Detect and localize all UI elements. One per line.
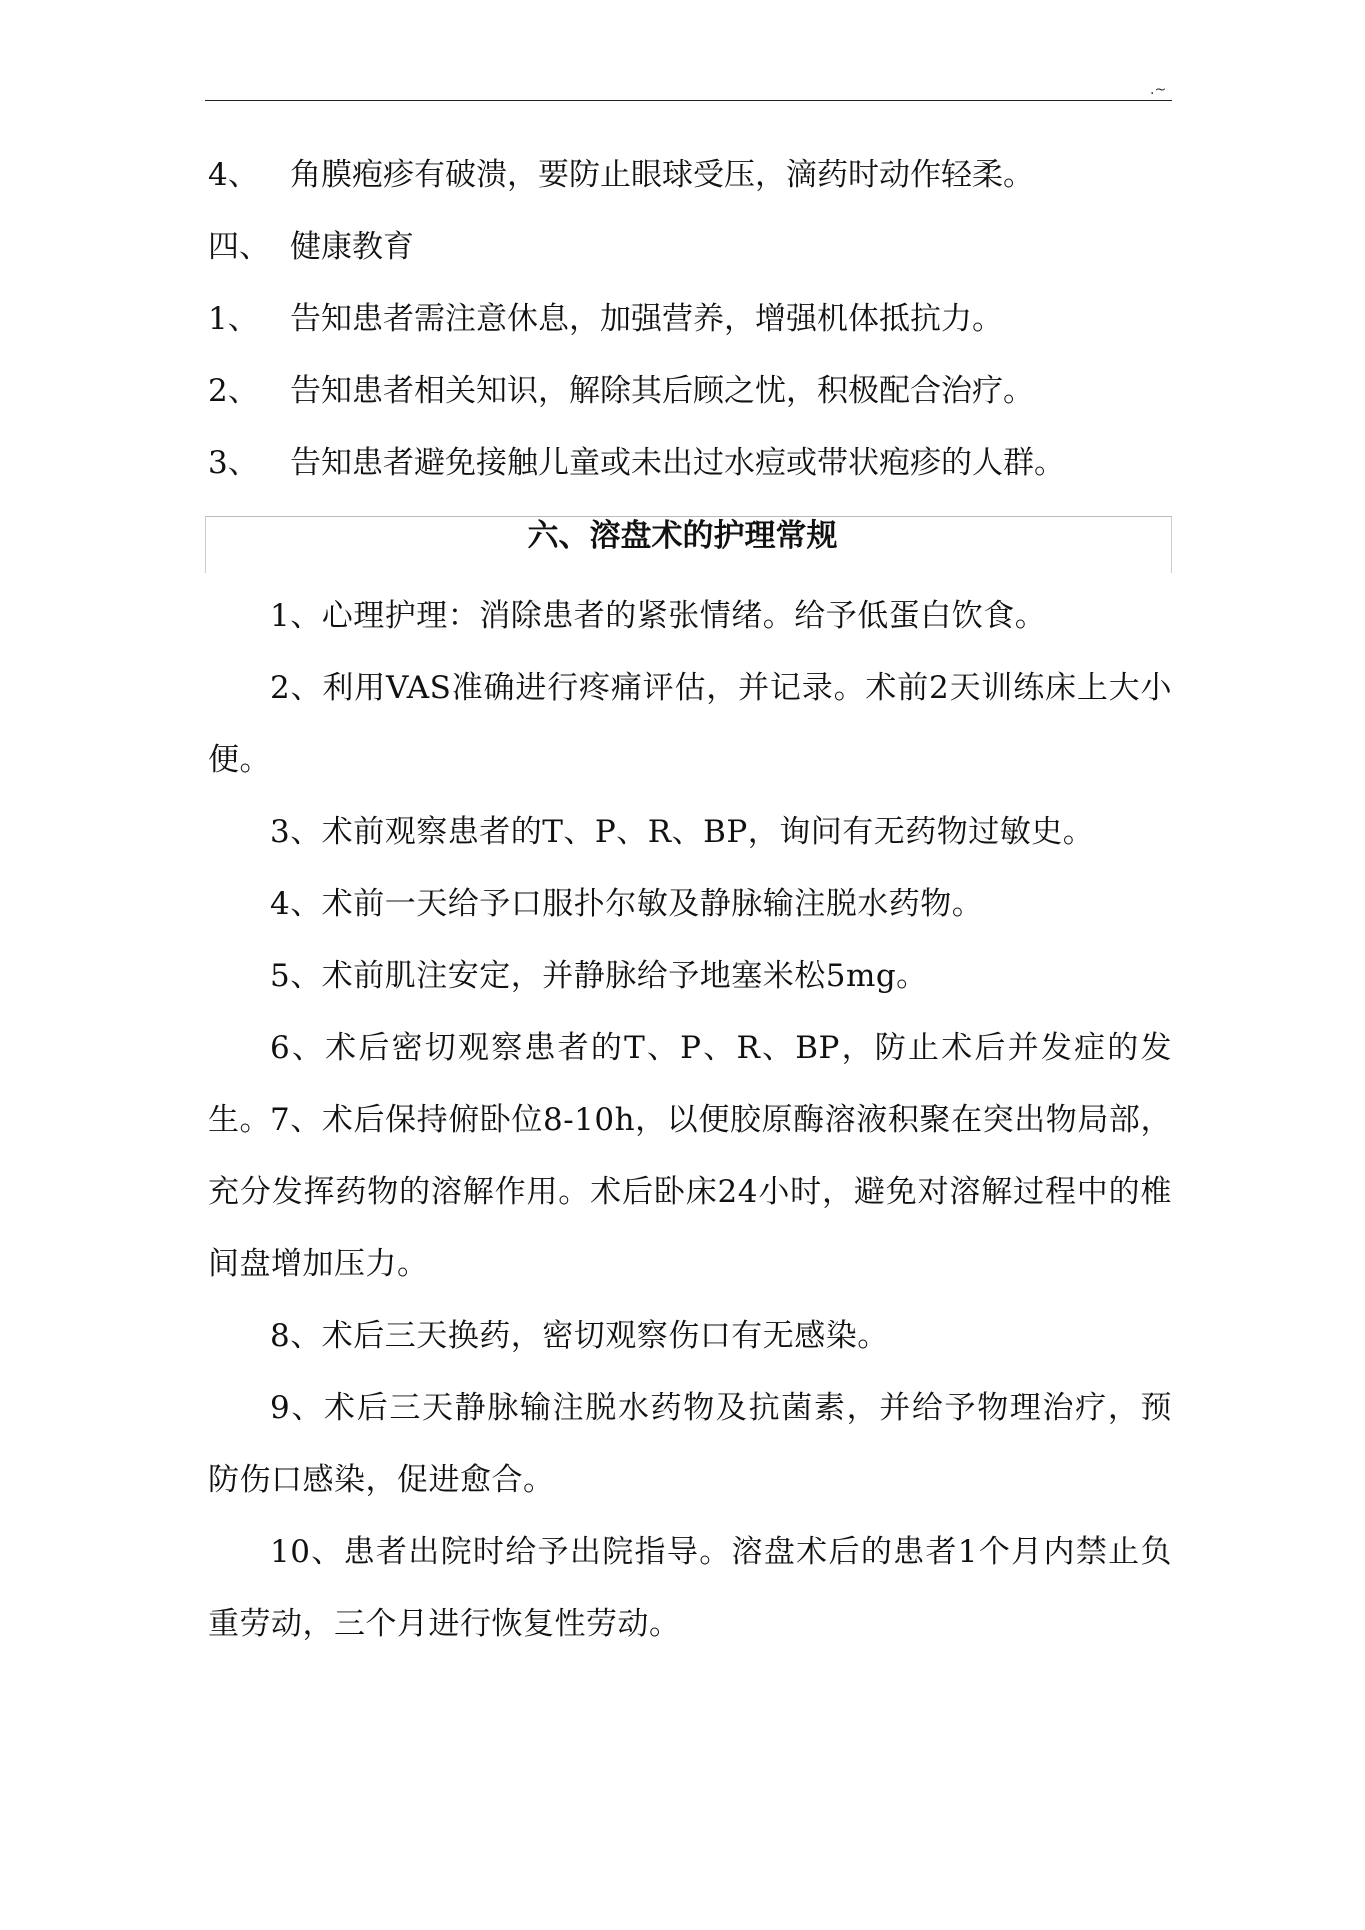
section-heading-text: 健康教育 [290, 229, 414, 265]
section-heading-number: 四、 [208, 229, 270, 265]
section-title: 六、溶盘术的护理常规 [527, 518, 838, 554]
section-heading [208, 227, 414, 267]
list-item-text: 告知患者需注意休息，加强营养，增强机体抵抗力。 [290, 301, 1003, 337]
paragraph: 1、心理护理：消除患者的紧张情绪。给予低蛋白饮食。 [270, 598, 1047, 634]
paragraph: 5、术前肌注安定，并静脉给予地塞米松5mg。 [270, 958, 928, 994]
header-rule [205, 100, 1172, 101]
list-item-number: 1、 [208, 301, 259, 337]
list-item [208, 299, 1003, 339]
list-item-text: 告知患者避免接触儿童或未出过水痘或带状疱疹的人群。 [290, 445, 1065, 481]
paragraph: 7、术后保持俯卧位8-10h，以便胶原酶溶液积聚在突出物局部，充分发挥药物的溶解作用。术后卧床24小时，避免对溶解过程中的椎间盘增加压力。 [208, 1102, 1172, 1282]
list-item-number: 3、 [208, 445, 259, 481]
list-item-text: 角膜疱疹有破溃，要防止眼球受压，滴药时动作轻柔。 [290, 157, 1034, 193]
header-mark: .~ [1150, 82, 1167, 98]
paragraph: 8、术后三天换药，密切观察伤口有无感染。 [270, 1318, 889, 1354]
paragraph: 9、术后三天静脉输注脱水药物及抗菌素，并给予物理治疗，预防伤口感染，促进愈合。 [208, 1390, 1172, 1498]
paragraph: 6、术后密切观察患者的T、P、R、BP，防止术后并发症的发生。 [208, 1030, 1172, 1138]
list-item [208, 443, 1065, 483]
list-item [208, 371, 1034, 411]
paragraph: 2、利用VAS准确进行疼痛评估，并记录。术前2天训练床上大小便。 [208, 670, 1172, 778]
list-item-number: 2、 [208, 373, 259, 409]
paragraph: 10、患者出院时给予出院指导。溶盘术后的患者1个月内禁止负重劳动，三个月进行恢复性劳动。 [208, 1534, 1172, 1642]
paragraph: 3、术前观察患者的T、P、R、BP，询问有无药物过敏史。 [270, 814, 1095, 850]
list-item-text: 告知患者相关知识，解除其后顾之忧，积极配合治疗。 [290, 373, 1034, 409]
paragraph: 4、术前一天给予口服扑尔敏及静脉输注脱水药物。 [270, 886, 984, 922]
list-item-number: 4、 [208, 157, 259, 193]
list-item [208, 155, 1034, 195]
